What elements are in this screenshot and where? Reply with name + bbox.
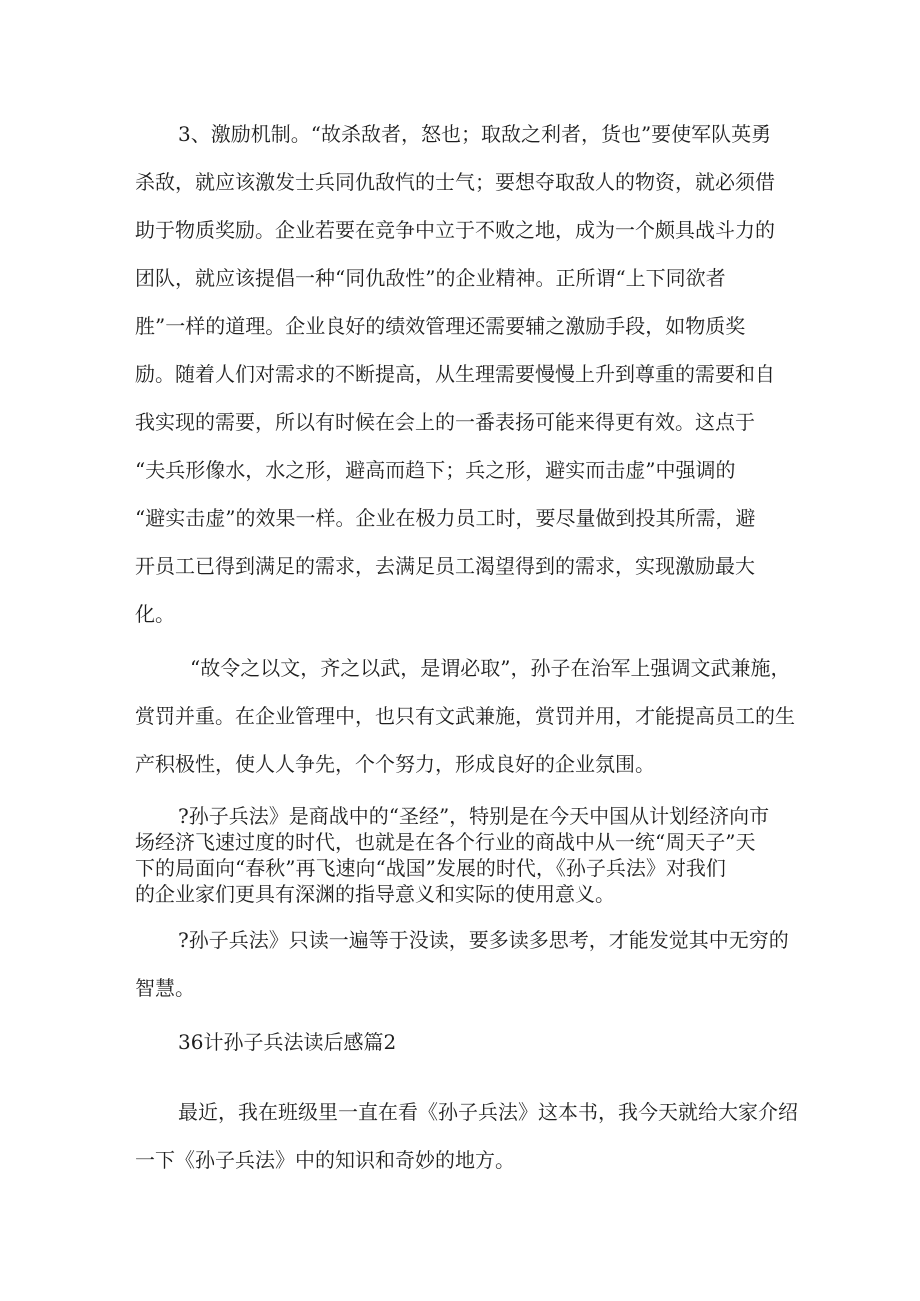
text-line: 的企业家们更具有深渊的指导意义和实际的使用意义。 — [135, 882, 615, 906]
text-line: 杀敌，就应该激发士兵同仇敌忾的士气；要想夺取敌人的物资，就必须借 — [135, 170, 775, 194]
text-line: 励。随着人们对需求的不断提高，从生理需要慢慢上升到尊重的需要和自 — [135, 362, 775, 386]
text-line: ?孙子兵法》只读一遍等于没读，要多读多思考，才能发觉其中无穷的 — [178, 928, 789, 952]
text-line: 3、激励机制。“故杀敌者，怒也；取敌之利者，货也”要使军队英勇 — [178, 122, 772, 146]
section-heading: 36计孙子兵法读后感篇2 — [178, 1030, 397, 1054]
text-line: 场经济飞速过度的时代，也就是在各个行业的商战中从一统“周天子”天 — [135, 830, 756, 854]
text-line: “故令之以文，齐之以武，是谓必取”，孙子在治军上强调文武兼施， — [190, 656, 791, 680]
text-line: 赏罚并重。在企业管理中，也只有文武兼施，赏罚并用，才能提高员工的生 — [135, 704, 795, 728]
text-line: “夫兵形像水，水之形，避高而趋下；兵之形，避实而击虚”中强调的 — [135, 458, 736, 482]
text-line: 开员工已得到满足的需求，去满足员工渴望得到的需求，实现激励最大 — [135, 554, 755, 578]
text-line: 产积极性，使人人争先，个个努力，形成良好的企业氛围。 — [135, 752, 655, 776]
text-line: 助于物质奖励。企业若要在竞争中立于不败之地，成为一个颇具战斗力的 — [135, 218, 775, 242]
text-line: 最近，我在班级里一直在看《孙子兵法》这本书，我今天就给大家介绍 — [178, 1100, 798, 1124]
text-line: “避实击虚”的效果一样。企业在极力员工时，要尽量做到投其所需，避 — [135, 506, 756, 530]
text-line: 智慧。 — [135, 976, 195, 1000]
text-line: 胜”一样的道理。企业良好的绩效管理还需要辅之激励手段，如物质奖 — [135, 314, 746, 338]
text-line: 一下《孙子兵法》中的知识和奇妙的地方。 — [135, 1148, 515, 1172]
text-line: 团队，就应该提倡一种“同仇敌性”的企业精神。正所谓“上下同欲者 — [135, 266, 726, 290]
text-line: ?孙子兵法》是商战中的“圣经”，特别是在今天中国从计划经济向市 — [178, 804, 770, 828]
text-line: 下的局面向“春秋”再飞速向“战国”发展的时代，《孙子兵法》对我们 — [135, 856, 726, 880]
text-line: 我实现的需要，所以有时候在会上的一番表扬可能来得更有效。这点于 — [135, 410, 755, 434]
text-line: 化。 — [135, 602, 175, 626]
